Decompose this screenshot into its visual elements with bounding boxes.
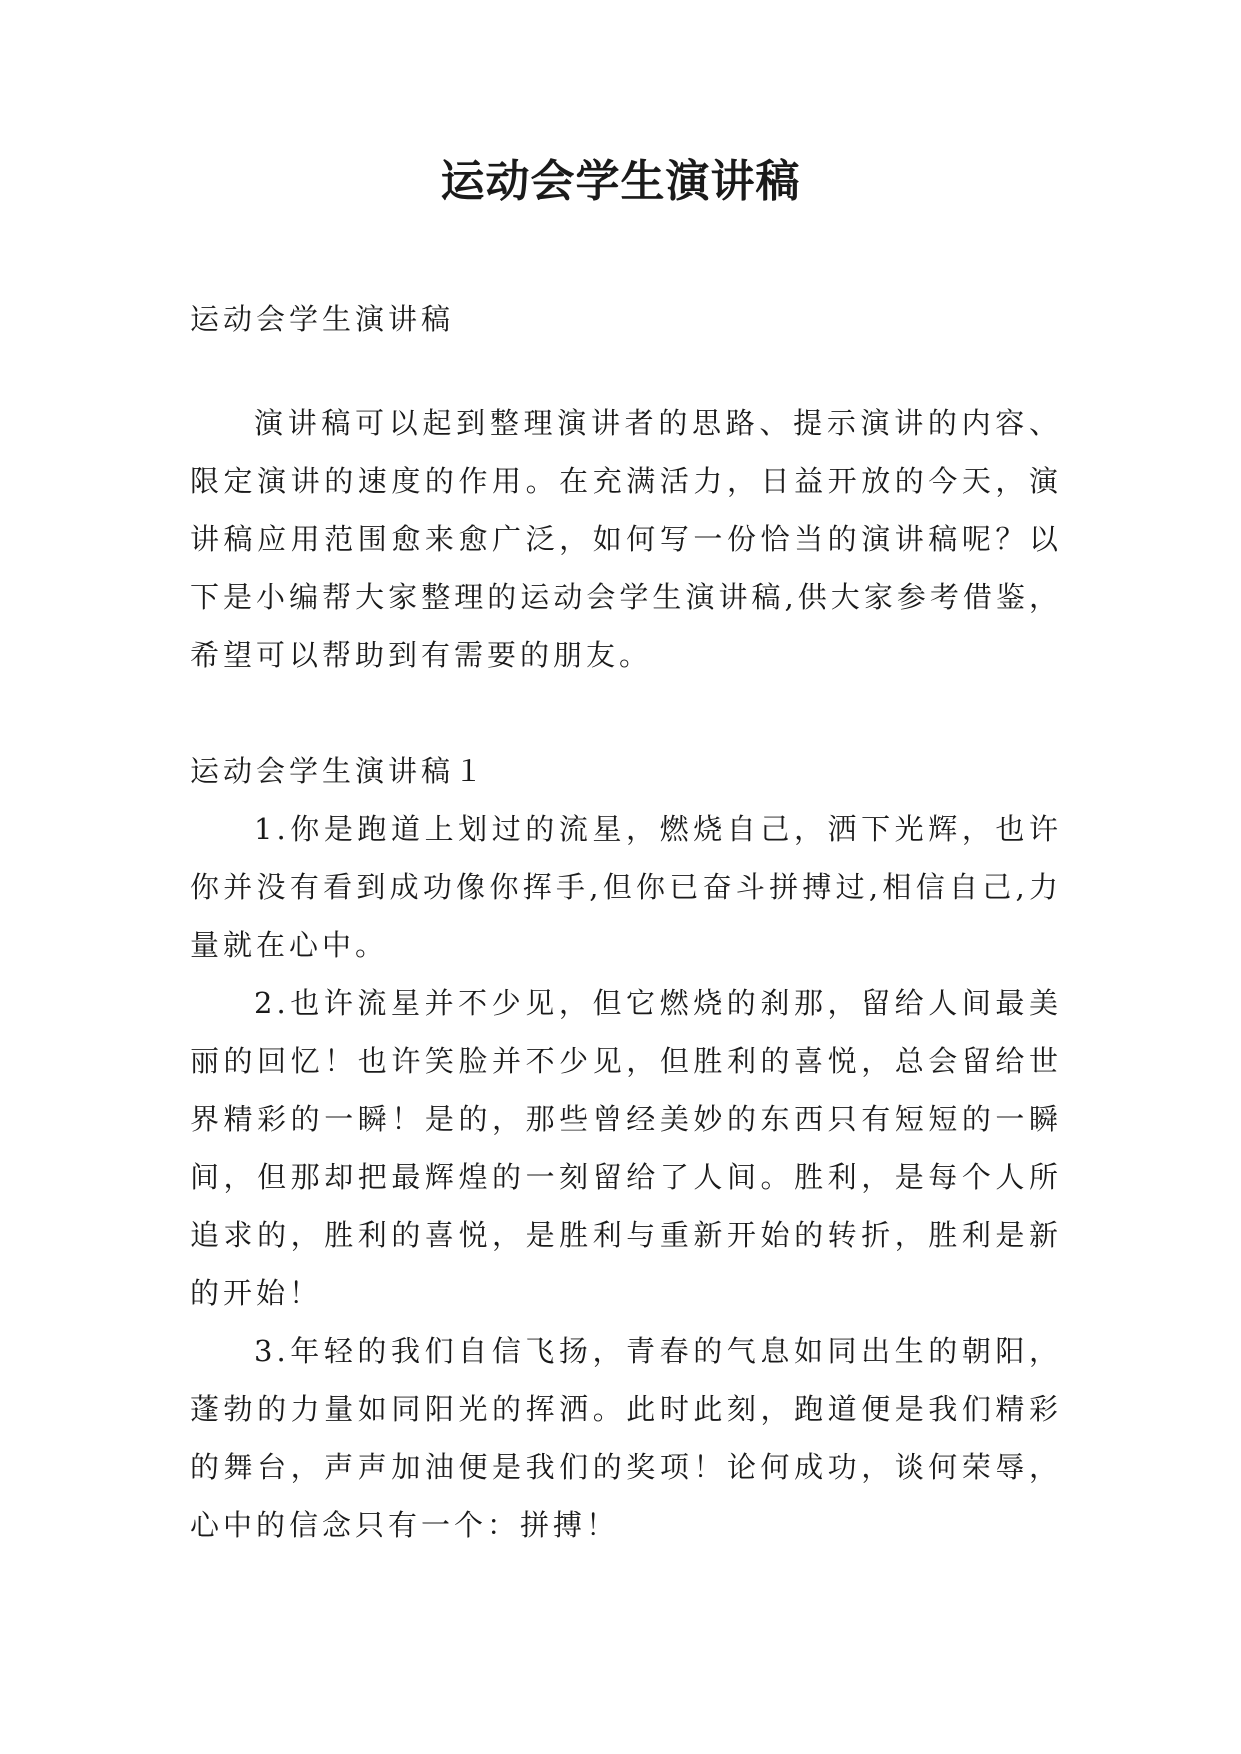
intro-paragraph: 演讲稿可以起到整理演讲者的思路、提示演讲的内容、限定演讲的速度的作用。在充满活力，日益开放的今天，演讲稿应用范围愈来愈广泛，如何写一份恰当的演讲稿呢？以下是小编帮大家整理的运动会学生演讲稿,供大家参考借鉴，希望可以帮助到有需要的朋友。 <box>190 406 1062 672</box>
spacer <box>190 684 1062 742</box>
section-heading: 运动会学生演讲稿１ <box>190 754 488 788</box>
body-paragraph-2: 2.也许流星并不少见，但它燃烧的刹那，留给人间最美丽的回忆！也许笑脸并不少见，但胜利的喜悦，总会留给世界精彩的一瞬！是的，那些曾经美妙的东西只有短短的一瞬间，但那却把最辉煌的一刻留给了人间。胜利，是每个人所追求的，胜利的喜悦，是胜利与重新开始的转折，胜利是新的开始！ <box>190 986 1062 1310</box>
document-body <box>190 290 1062 1554</box>
document-subtitle: 运动会学生演讲稿 <box>190 302 455 336</box>
document-title: 运动会学生演讲稿 <box>440 156 801 207</box>
spacer <box>190 348 1062 394</box>
body-paragraph-3: 3.年轻的我们自信飞扬，青春的气息如同出生的朝阳，蓬勃的力量如同阳光的挥洒。此时此刻，跑道便是我们精彩的舞台，声声加油便是我们的奖项！论何成功，谈何荣辱，心中的信念只有一个：拼搏！ <box>190 1334 1062 1542</box>
body-paragraph-1: 1.你是跑道上划过的流星，燃烧自己，洒下光辉，也许你并没有看到成功像你挥手,但你已奋斗拼搏过,相信自己,力量就在心中。 <box>190 812 1062 962</box>
